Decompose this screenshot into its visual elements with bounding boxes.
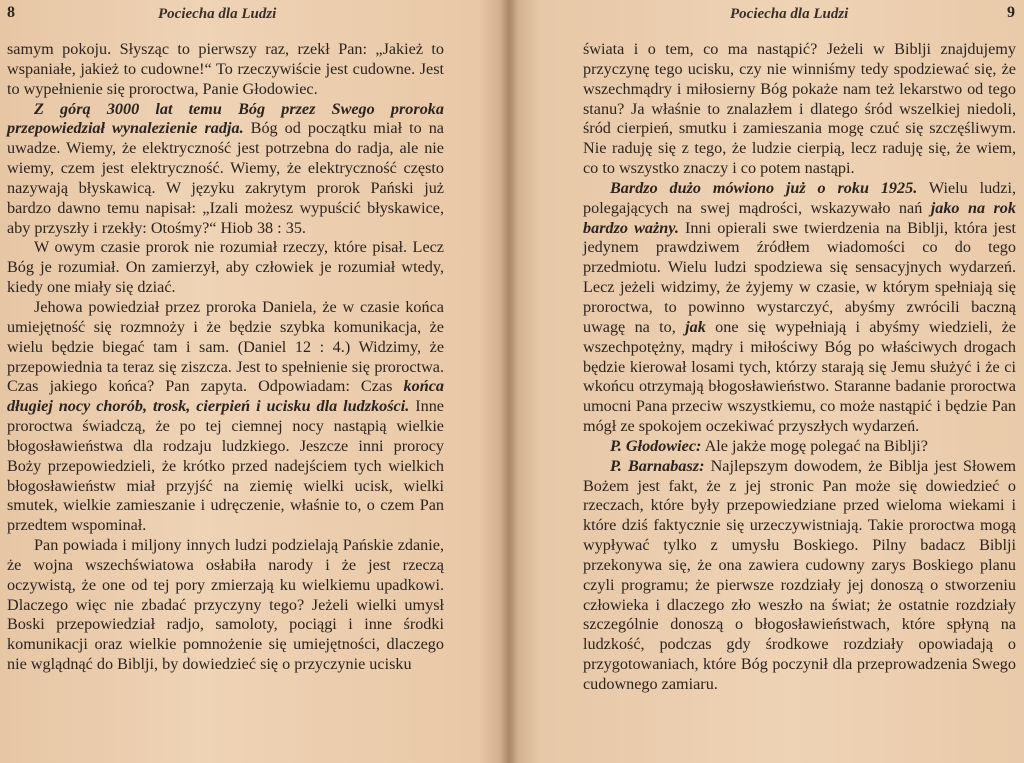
paragraph [7, 238, 444, 298]
book-gutter [500, 0, 518, 763]
emphasis-text: Z górą 3000 lat temu Bóg przez Swego proroka przepowiedział wynalezienie radja. [7, 99, 444, 138]
page-body [583, 40, 1016, 695]
emphasis-text: Bardzo dużo mówiono już o roku 1925. [610, 178, 918, 197]
running-head: Pociecha dla Ludzi [730, 6, 849, 22]
body-text: Jehowa powiedział przez proroka Daniela, że w czasie końca umiejętność się rozmnoży i że będzie szybka komunikacja, że wielu będzie biegać tam i sam. (Daniel 12 : 4.) Widzimy, że przepowiednia ta teraz się ziszcza. Jest to spełnienie się proroctwa. Czas jakiego końca? Pan zapyta. Odpowiadam: Czas [7, 297, 444, 396]
body-text: Najlepszym dowodem, że Biblja jest Słowem Bożem jest fakt, że z jej stronic Pan może się dowiedzieć o rzeczach, które były przepowiedziane przed wieloma wiekami i które dziś faktycznie się urzeczywistniają. Takie proroctwa mogą wypływać tylko z umysłu Boskiego. Pilny badacz Biblji przekonywa się, że ona zawiera cudowny zarys Boskiego planu czyli programu; że pierwsze rozdziały jej donoszą o stworzeniu człowieka i dlaczego zło weszło na świat; że ostatnie rozdziały szczególnie donoszą o błogosławieństwach, które spłyną na ludzkość, podczas gdy środkowe rozdziały opowiadają o przygotowaniach, które Bóg poczynił dla przeprowadzenia Swego cudownego zamiaru. [583, 456, 1017, 693]
right-page [509, 0, 1024, 763]
body-text: Wielu ludzi, polegających na swej mądrości, wskazywało nań [583, 178, 1016, 217]
paragraph [7, 40, 444, 100]
body-text: Inne proroctwa świadczą, że po tej ciemnej nocy nastąpią wielkie błogosławieństwa dla rodzaju ludzkiego. Jeszcze inni prorocy Boży przepowiedzieli, że krótko przed nadejściem tych wielkich błogosławieństw miał przyjść na ziemię wielki ucisk, wielki smutek, wielkie zamieszanie i udręczenie, właśnie to, o czem Pan przedtem wspominał. [7, 397, 444, 535]
emphasis-text: jak [685, 317, 706, 336]
body-text: Inni opierali swe twierdzenia na Biblji, która jest jedynem prawdziwem źródłem wiadomości co do tego przedmiotu. Wielu ludzi spodziewa się sensacyjnych wydarzeń. Lecz jeżeli widzimy, że żyjemy w czasie, w którym spełniają się proroctwa, to powinno wystarczyć, abyśmy zwrócili baczną uwagę na to, [583, 218, 1016, 336]
body-text: one się wypełniają i abyśmy wiedzieli, że wszechpotężny, mądry i miłościwy Bóg po właściwych drogach będzie kierował losami tych, którzy starają się Jemu służyć i że ci wkońcu otrzymają błogosławieństwo. Staranne badanie proroctwa umocni Pana przeciw wszystkiemu, co może nastąpić i będzie Pan mógł ze spokojem oczekiwać przyszłych wydarzeń. [583, 317, 1016, 436]
running-head: Pociecha dla Ludzi [158, 6, 277, 22]
paragraph [583, 457, 1016, 695]
paragraph [583, 437, 1016, 457]
paragraph [7, 298, 444, 536]
body-text: samym pokoju. Słysząc to pierwszy raz, rzekł Pan: „Jakież to wspaniałe, jakież to cudowne!“ To rzeczywiście jest cudowne. Jest to wypełnienie się proroctwa, Panie Głodowiec. [7, 40, 444, 98]
body-text: Bóg od początku miał to na uwadze. Wiemy, że elektryczność jest potrzebna do radja, ale nie wiemy, czem jest elektryczność. Wiemy, że elektryczność często nazywają błyskawicą. W języku zakrytym prorok Pański już bardzo dawno temu napisał: „Izali możesz wypuścić błyskawice, aby przyszły i rzekły: Otośmy?“ Hiob 38 : 35. [7, 119, 444, 237]
left-page [0, 0, 509, 763]
page-number: 8 [7, 4, 15, 21]
paragraph [583, 40, 1016, 179]
emphasis-text: P. Barnabasz: [610, 456, 705, 475]
body-text: W owym czasie prorok nie rozumiał rzeczy, które pisał. Lecz Bóg je rozumiał. On zamierzył, aby człowiek je rozumiał wtedy, kiedy one miały się dziać. [7, 238, 444, 297]
emphasis-text: końca długiej nocy chorób, trosk, cierpień i ucisku dla ludzkości. [7, 377, 444, 416]
body-text: świata i o tem, co ma nastąpić? Jeżeli w Biblji znajdujemy przyczynę tego ucisku, czy nie winniśmy tedy spodziewać się, że wszechmądry i miłosierny Bóg pokaże nam też lekarstwo od tego stanu? Ja właśnie to znalazłem i dlatego śród wszelkiej niedoli, śród cierpień, smutku i zamieszania mogę czuć się szczęśliwym. Nie raduję się z tego, że ludzie cierpią, lecz raduję się, że wiem, co to wszystko znaczy i co potem nastąpi. [583, 40, 1016, 178]
paragraph [7, 536, 444, 675]
paragraph [583, 179, 1016, 437]
page-number: 9 [1007, 4, 1015, 21]
body-text: Ale jakże mogę polegać na Biblji? [701, 436, 928, 455]
paragraph [7, 100, 444, 239]
emphasis-text: P. Głodowiec: [610, 436, 702, 455]
body-text: Pan powiada i miljony innych ludzi podzielają Pańskie zdanie, że wojna wszechświatowa osłabiła narody i że jest rzeczą oczywistą, że one od tej pory zmierzają ku wielkiemu upadkowi. Dlaczego więc nie zbadać przyczyny tego? Jeżeli wielki umysł Boski przepowiedział radjo, samoloty, pociągi i inne środki komunikacji oraz wielkie pomnożenie się umiejętności, dlaczego nie wglądnąć do Biblji, by dowiedzieć się o przyczynie ucisku [7, 536, 444, 674]
emphasis-text: jako na rok bardzo ważny. [583, 198, 1016, 237]
page-body [7, 40, 444, 675]
